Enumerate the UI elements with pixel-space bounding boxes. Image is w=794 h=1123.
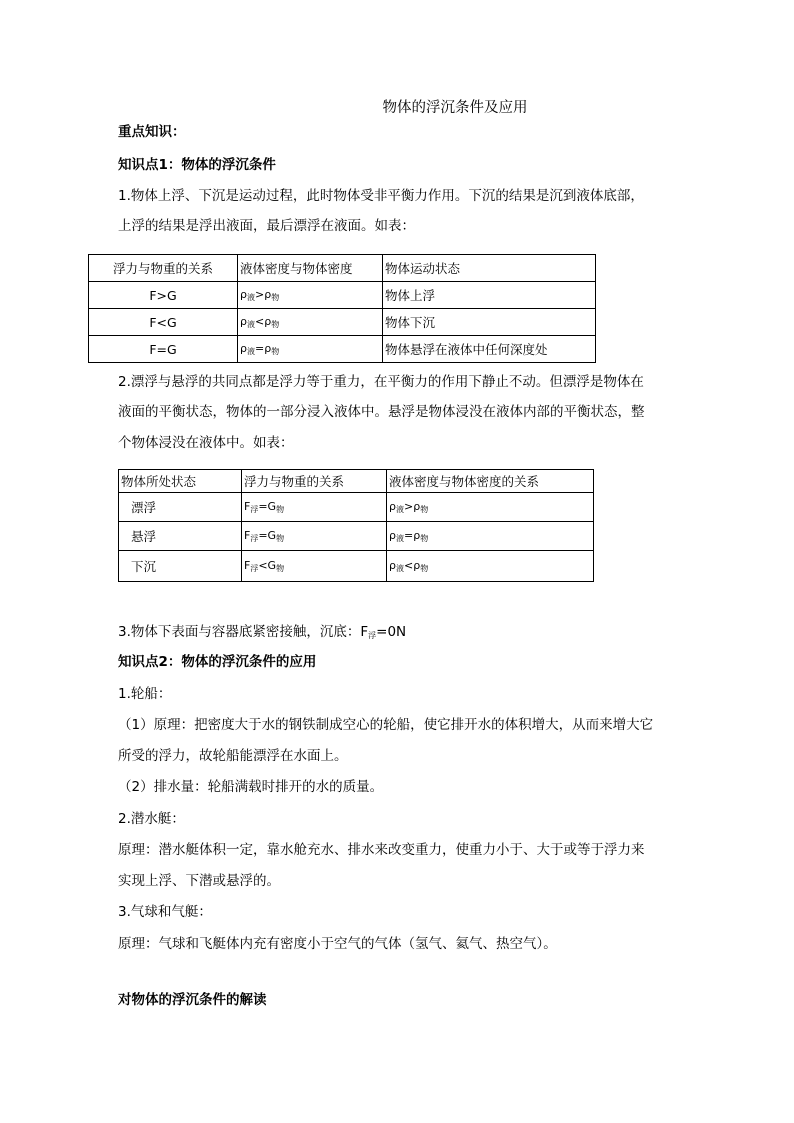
submarine-principle-line-2: 实现上浮、下潜或悬浮的。 <box>118 873 280 889</box>
density-relation-cell: $\rho_液<\rho_物$ <box>387 551 594 582</box>
knowledge-point-2-heading: 知识点2：物体的浮沉条件的应用 <box>118 654 317 670</box>
submarine-heading: 2.潜水艇： <box>118 811 185 827</box>
paragraph-3: 3.物体下表面与容器底紧密接触，沉底：$F_浮=0N$ <box>118 624 407 640</box>
table-header-cell: 浮力与物重的关系 <box>89 255 238 282</box>
force-relation-cell: $F_浮=G_物$ <box>242 522 387 551</box>
force-relation-cell: F<G <box>89 309 238 336</box>
table-header-row <box>89 255 596 282</box>
submarine-principle-line-1: 原理：潜水艇体积一定，靠水舱充水、排水来改变重力，使重力小于、大于或等于浮力来 <box>118 842 645 858</box>
key-knowledge-heading: 重点知识： <box>118 124 186 140</box>
balloon-principle: 原理：气球和飞艇体内充有密度小于空气的气体（氢气、氦气、热空气）。 <box>118 936 557 952</box>
table-header-cell: 物体运动状态 <box>383 255 596 282</box>
table-header-cell: 物体所处状态 <box>119 470 242 493</box>
force-relation-cell: $F_浮<G_物$ <box>242 551 387 582</box>
force-relation-cell: $F_浮=G_物$ <box>242 493 387 522</box>
ship-principle-line-2: 所受的浮力，故轮船能漂浮在水面上。 <box>118 748 348 764</box>
density-relation-cell: $\rho_液<\rho_物$ <box>238 309 383 336</box>
paragraph-1-line-1: 1.物体上浮、下沉是运动过程，此时物体受非平衡力作用。下沉的结果是沉到液体底部， <box>118 188 644 204</box>
paragraph-2-line-1: 2.漂浮与悬浮的共同点都是浮力等于重力，在平衡力的作用下静止不动。但漂浮是物体在 <box>118 374 644 390</box>
object-state-cell: 下沉 <box>119 551 242 582</box>
ship-displacement: （2）排水量：轮船满载时排开的水的质量。 <box>118 779 384 795</box>
ship-heading: 1.轮船： <box>118 686 172 702</box>
table-row <box>119 522 594 551</box>
table-row <box>119 493 594 522</box>
table-float-states <box>118 469 594 582</box>
motion-state-cell: 物体上浮 <box>383 282 596 309</box>
balloon-heading: 3.气球和气艇： <box>118 904 212 920</box>
table-header-row <box>119 470 594 493</box>
force-relation-cell: F=G <box>89 336 238 363</box>
table-float-conditions <box>88 254 596 363</box>
table-header-cell: 液体密度与物体密度 <box>238 255 383 282</box>
table-row <box>119 551 594 582</box>
density-relation-cell: $\rho_液=\rho_物$ <box>387 522 594 551</box>
paragraph-1-line-2: 上浮的结果是浮出液面，最后漂浮在液面。如表： <box>118 218 415 234</box>
force-relation-cell: F>G <box>89 282 238 309</box>
knowledge-point-1-heading: 知识点1：物体的浮沉条件 <box>118 157 276 173</box>
ship-principle-line-1: （1）原理：把密度大于水的钢铁制成空心的轮船，使它排开水的体积增大，从而来增大它 <box>118 717 654 733</box>
table-header-cell: 液体密度与物体密度的关系 <box>387 470 594 493</box>
paragraph-2-line-3: 个物体浸没在液体中。如表： <box>118 435 294 451</box>
object-state-cell: 漂浮 <box>119 493 242 522</box>
table-row <box>89 309 596 336</box>
motion-state-cell: 物体下沉 <box>383 309 596 336</box>
density-relation-cell: $\rho_液=\rho_物$ <box>238 336 383 363</box>
page-title: 物体的浮沉条件及应用 <box>382 100 528 116</box>
object-state-cell: 悬浮 <box>119 522 242 551</box>
motion-state-cell: 物体悬浮在液体中任何深度处 <box>383 336 596 363</box>
table-header-cell: 浮力与物重的关系 <box>242 470 387 493</box>
table-row <box>89 282 596 309</box>
density-relation-cell: $\rho_液>\rho_物$ <box>387 493 594 522</box>
paragraph-2-line-2: 液面的平衡状态，物体的一部分浸入液体中。悬浮是物体浸没在液体内部的平衡状态，整 <box>118 404 645 420</box>
table-row <box>89 336 596 363</box>
interpretation-heading: 对物体的浮沉条件的解读 <box>118 992 267 1008</box>
density-relation-cell: $\rho_液>\rho_物$ <box>238 282 383 309</box>
